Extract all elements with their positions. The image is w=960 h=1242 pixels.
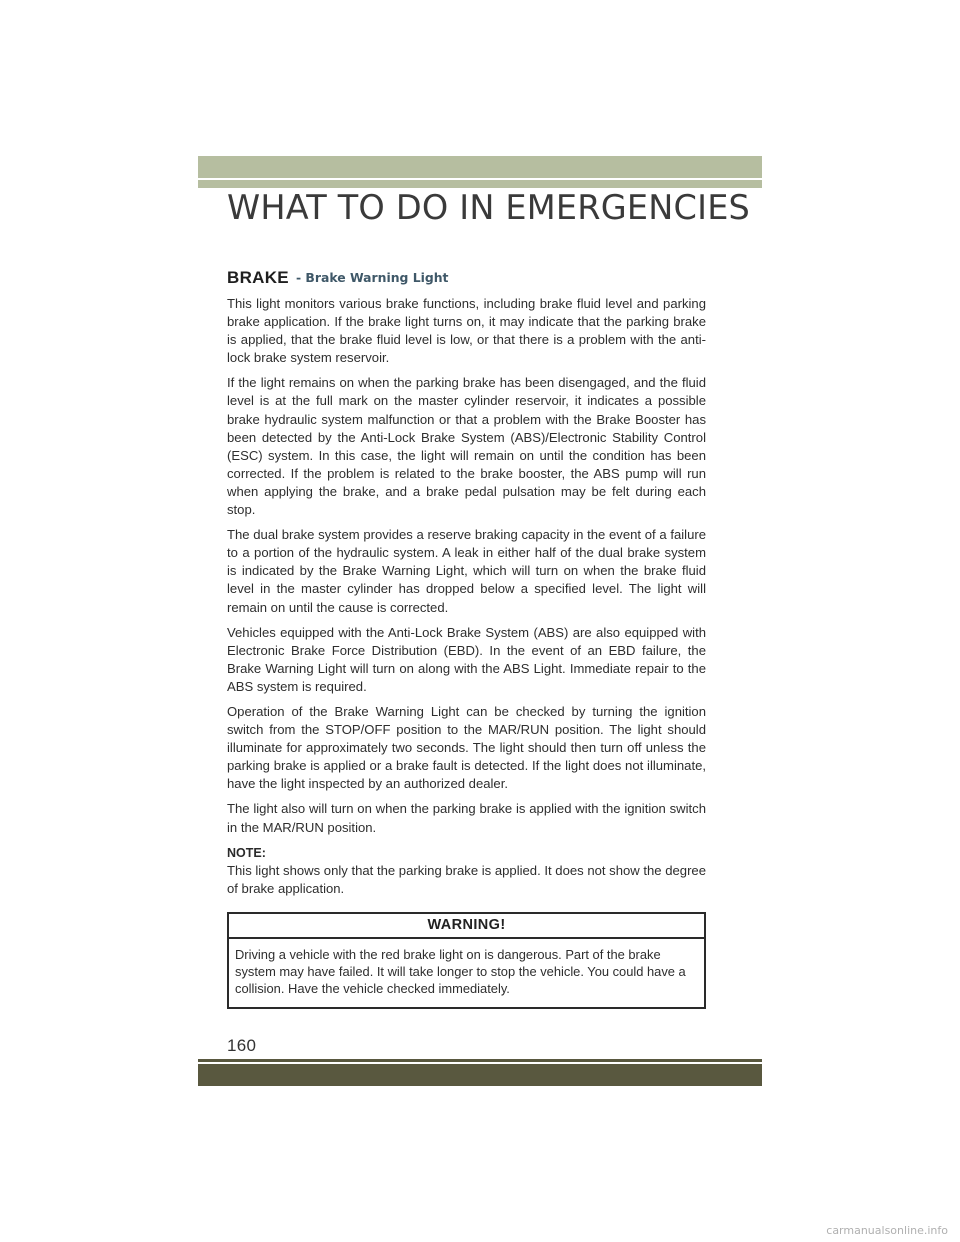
footer-rule [198,1059,762,1062]
paragraph: If the light remains on when the parking brake has been disengaged, and the fluid level is at the full mark on the master cylinder reservoir, it indicates a possible brake hydraulic system malfunction or that a problem with the Brake Booster has been detected by the Anti-Lock Brake System (ABS)/Electronic Stability Control (ESC) system. In this case, the light will remain on until the condition has been corrected. If the problem is related to the brake booster, the ABS pump will run when applying the brake, and a brake pedal pulsation may be felt during each stop. [227,375,706,518]
warning-box [227,912,706,1009]
note-text: This light shows only that the parking brake is applied. It does not show the degree of brake application. [227,862,706,896]
brake-warning-icon: BRAKE [227,267,289,287]
note-label: NOTE: [227,845,266,860]
indicator-heading-text: - Brake Warning Light [295,269,449,285]
section-title: WHAT TO DO IN EMERGENCIES [227,188,751,227]
paragraph: Operation of the Brake Warning Light can be checked by turning the ignition switch from the STOP/OFF position to the MAR/RUN position. The light should illuminate for approximately two seconds. The light should then turn off unless the parking brake is applied or a brake fault is detected. If the light does not illuminate, have the light inspected by an authorized dealer. [227,703,706,792]
watermark: carmanualsonline.info [826,1224,948,1237]
warning-text: Driving a vehicle with the red brake light on is dangerous. Part of the brake system may have failed. It will take longer to stop the vehicle. You could have a collision. Have the vehicle checked immediately. [235,946,686,997]
footer-band [198,1064,762,1086]
paragraph: Vehicles equipped with the Anti-Lock Brake System (ABS) are also equipped with Electronic Brake Force Distribution (EBD). In the event of an EBD failure, the Brake Warning Light will turn on along with the ABS Light. Immediate repair to the ABS system is required. [227,624,706,694]
header-rule [198,180,762,188]
paragraph: The dual brake system provides a reserve braking capacity in the event of a failure to a portion of the hydraulic system. A leak in either half of the dual brake system is indicated by the Brake Warning Light, which will turn on when the brake fluid level in the master cylinder has dropped below a specified level. The light will remain on until the cause is corrected. [227,527,706,615]
indicator-heading [227,266,706,288]
paragraph: This light monitors various brake functions, including brake fluid level and parking brake application. If the brake light turns on, it may indicate that the parking brake is applied, that the brake fluid level is low, or that there is a problem with the anti-lock brake system reservoir. [227,296,706,366]
header-band [198,156,762,178]
warning-title: WARNING! [229,914,704,939]
page-number: 160 [227,1036,257,1055]
page-content [227,266,706,1009]
paragraph: The light also will turn on when the parking brake is applied with the ignition switch in the MAR/RUN position. [227,801,706,835]
